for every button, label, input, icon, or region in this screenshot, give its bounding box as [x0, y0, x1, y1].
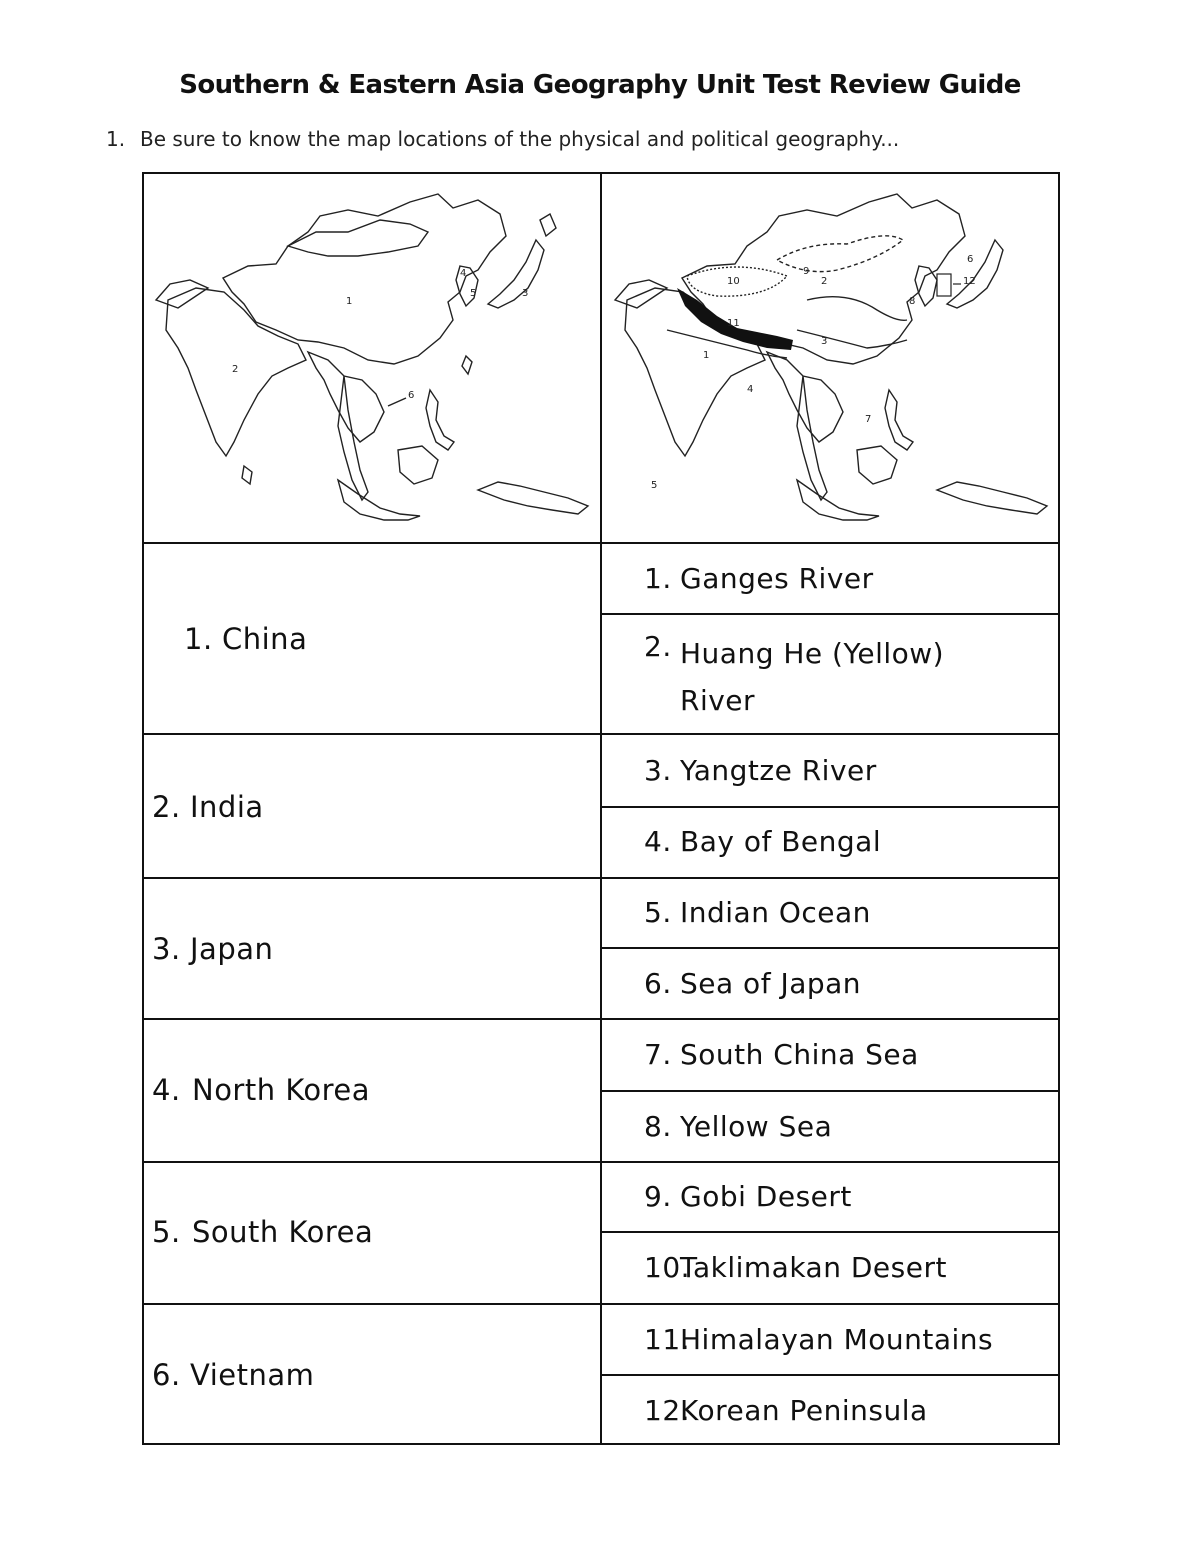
map-label: 1 [346, 296, 353, 307]
map-label: 8 [909, 296, 916, 307]
instruction-number: 1. [106, 127, 126, 151]
instruction [106, 127, 899, 151]
arrow-icon [388, 398, 406, 406]
map-label: 6 [408, 390, 415, 401]
map-label: 12 [963, 276, 976, 287]
row-divider [142, 877, 1060, 879]
feature-item: 2. Huang He (Yellow) River [644, 630, 945, 717]
map-label: 3 [821, 336, 828, 347]
map-label: 4 [460, 268, 467, 279]
map-label: 2 [821, 276, 828, 287]
map-label: 11 [727, 318, 740, 329]
feature-item: 9. Gobi Desert [644, 1180, 852, 1213]
row-divider [142, 1161, 1060, 1163]
map-label: 7 [865, 414, 872, 425]
feature-item: 10.Taklimakan Desert [644, 1251, 947, 1284]
feature-item: 11.Himalayan Mountains [644, 1323, 994, 1356]
subrow-divider [601, 613, 1060, 615]
subrow-divider [601, 1090, 1060, 1092]
map-label: 5 [651, 480, 658, 491]
feature-item: 3. Yangtze River [644, 754, 877, 787]
physical-map [607, 180, 1053, 530]
map-label: 2 [232, 364, 239, 375]
subrow-divider [601, 947, 1060, 949]
political-map [148, 180, 594, 530]
peninsula-box [937, 274, 951, 296]
subrow-divider [601, 1231, 1060, 1233]
feature-item: 7. South China Sea [644, 1038, 919, 1071]
country-item: 3. Japan [152, 932, 274, 966]
instruction-text: Be sure to know the map locations of the physical and political geography... [140, 127, 900, 151]
row-divider [142, 733, 1060, 735]
row-divider [142, 1018, 1060, 1020]
map-label: 6 [967, 254, 974, 265]
row-divider [142, 1303, 1060, 1305]
country-item: 1. China [184, 622, 308, 656]
country-item: 4. North Korea [152, 1073, 371, 1107]
map-label: 3 [522, 288, 529, 299]
map-label: 1 [703, 350, 710, 361]
row-divider [142, 542, 1060, 544]
column-divider [600, 172, 602, 1445]
map-label: 9 [803, 266, 810, 277]
map-label: 4 [747, 384, 754, 395]
feature-item: 12.Korean Peninsula [644, 1394, 928, 1427]
feature-item: 1. Ganges River [644, 562, 874, 595]
feature-item: 4. Bay of Bengal [644, 825, 882, 858]
feature-item: 8. Yellow Sea [644, 1110, 833, 1143]
feature-item: 6. Sea of Japan [644, 967, 862, 1000]
subrow-divider [601, 806, 1060, 808]
subrow-divider [601, 1374, 1060, 1376]
country-item: 6. Vietnam [152, 1358, 315, 1392]
feature-item: 5. Indian Ocean [644, 896, 871, 929]
map-label: 10 [727, 276, 740, 287]
country-item: 2. India [152, 790, 264, 824]
page-title: Southern & Eastern Asia Geography Unit Test Review Guide [179, 70, 1021, 100]
map-label: 5 [470, 288, 477, 299]
country-item: 5. South Korea [152, 1215, 374, 1249]
